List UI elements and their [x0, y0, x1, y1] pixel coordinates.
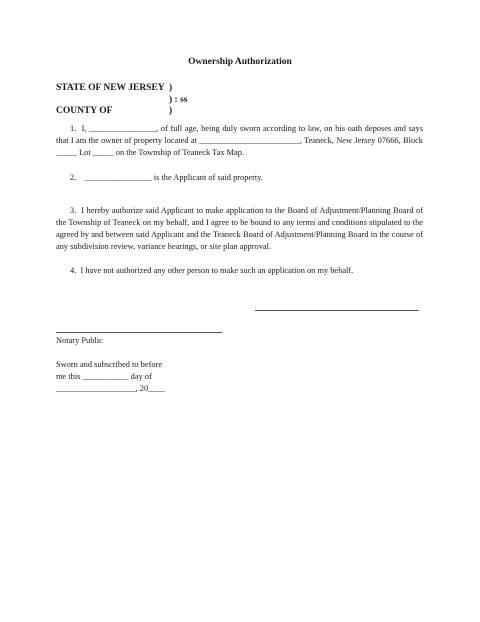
owner-signature-line[interactable]	[255, 310, 419, 311]
notary-public-label: Notary Public	[56, 336, 103, 345]
sworn-line-3: ___________________, 20____	[56, 384, 165, 393]
venue-paren-3: )	[169, 106, 173, 116]
venue-county: COUNTY OF	[56, 106, 113, 116]
venue-state-line	[56, 83, 173, 93]
paragraph-2: 2. ________________ is the Applicant of said property.	[70, 173, 263, 182]
paragraph-1: 1. I, ________________, of full age, being duly sworn according to law, on his oath deposes and says that I am the owner of property located at ________________________, Teaneck, New Jersey 07666, Block _____ Lot _____ on the Township of Teaneck Tax Map.	[56, 124, 423, 157]
paragraph-3: 3. I hereby authorize said Applicant to make application to the Board of Adjustment/Planning Board of the Township of Teaneck on my behalf, and I agree to be bound to any terms and conditions stipulated to the agreed by and between said Applicant and the Teaneck Board of Adjustment/Planning Board in the course of any subdivision review, variance hearings, or site plan approval.	[56, 206, 423, 251]
venue-state: STATE OF NEW JERSEY	[56, 83, 165, 93]
venue-paren-1: )	[169, 83, 173, 93]
page-title: Ownership Authorization	[188, 57, 292, 67]
sworn-line-1: Sworn and subscribed to before	[56, 360, 163, 369]
paragraph-4: 4. I have not authorized any other person to make such an application on my behalf.	[70, 266, 354, 275]
sworn-line-2: me this ___________ day of	[56, 372, 152, 381]
notary-signature-line[interactable]	[56, 332, 222, 333]
venue-ss: ) : ss	[169, 95, 188, 105]
venue-county-line	[56, 106, 173, 116]
